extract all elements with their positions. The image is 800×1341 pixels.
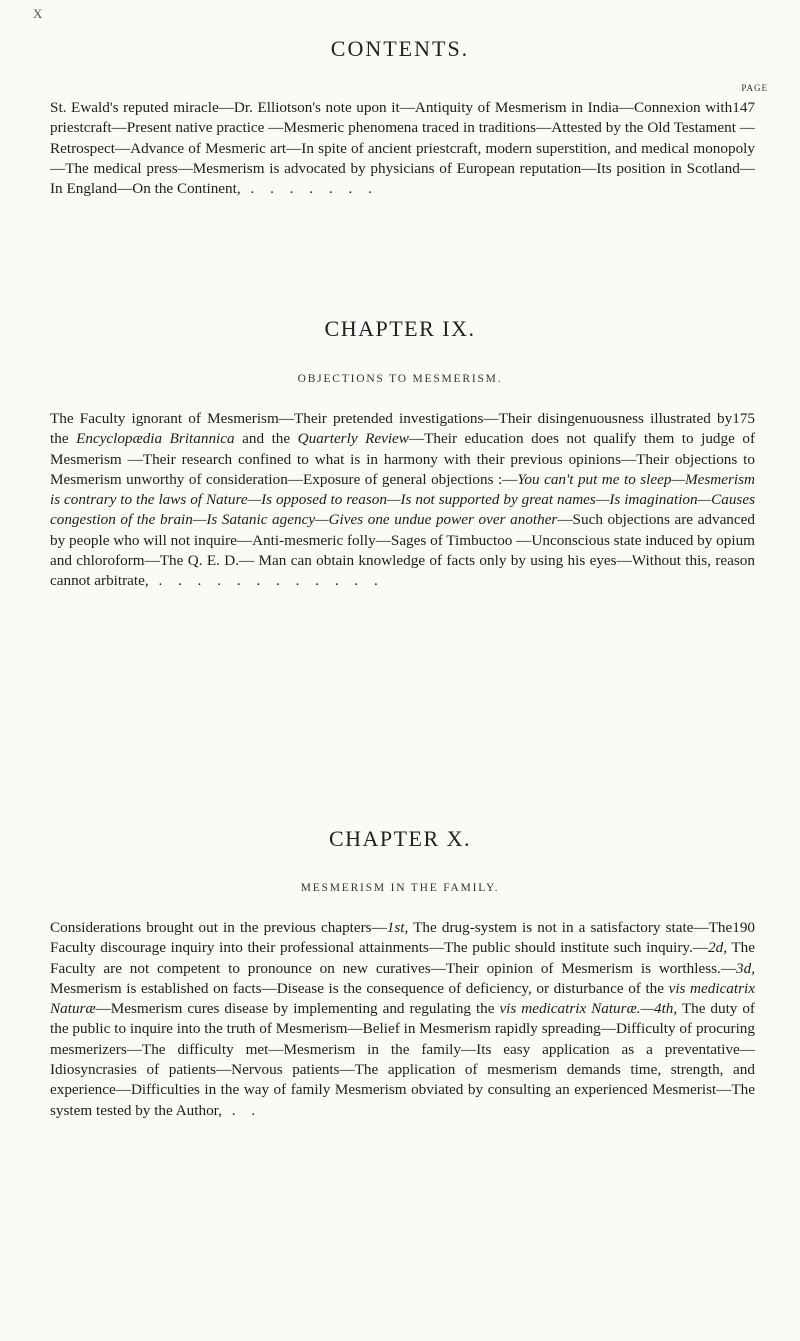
dot-leader: . . . . . . . [240, 180, 378, 198]
entry-text: The duty of the public to inquire into the truth of Mesmerism—Belief in Mesmerism rapidly spreading—Difficulty of procuring mesmerizers—The difficulty met—Mesmerism in the family—Its easy application as a preventative—Idiosyncrasies of patients—Nervous patients—The application of mesmerism demands time, strength, and experience—Difficulties in the way of family Mesmerism obviated by consulting an experienced Mesmerist—The system tested by the Author, [50, 1000, 755, 1119]
italic-text: 2d, [708, 939, 727, 957]
italic-text: vis medicatrix Naturæ.—4th, [499, 1000, 678, 1018]
italic-text: vis medicatrix Naturæ [50, 979, 755, 1018]
running-head: CONTENTS. [330, 36, 470, 61]
italic-text: Encyclopædia Britannica [76, 430, 235, 448]
dot-leader: . . . . . . . . . . . . [148, 572, 384, 590]
entry-text: The Faculty are not competent to pronounce on new curatives—Their opinion of Mesmerism is worthless.— [50, 939, 755, 977]
contents-entry-chapter-8 [50, 98, 755, 199]
entry-text: The Faculty ignorant of Mesmerism—Their pretended investigations—Their disingenuousness illustrated by the [50, 410, 733, 448]
entry-text: —Their education does not qualify them to judge of Mesmerism —Their research confined to what is in harmony with their previous opinions—Their objections to Mesmerism unworthy of consideration—Exposure of general objections :— [50, 430, 756, 488]
entry-text: Considerations brought out in the previous chapters— [50, 919, 387, 936]
page-mark: X [33, 6, 43, 21]
italic-text: 1st, [386, 919, 409, 936]
italic-text: You can't put me to sleep—Mesmerism is contrary to the laws of Nature—Is opposed to reason—Is not supported by great names—Is imagination—Causes congestion of the brain—Is Satanic agency—Gives one undue power over another [50, 470, 755, 529]
dot-leader: . . [221, 1101, 262, 1119]
page-number: 190 [732, 919, 755, 936]
entry-text: —Such objections are advanced by people who will not inquire—Anti-mesmeric folly—Sages of Timbuctoo —Unconscious state induced by opium and chloroform—The Q. E. D.— Man can obtain knowledge of facts only by using his eyes—Without this, reason cannot arbitrate, [50, 511, 755, 590]
chapter-9-subtitle: OBJECTIONS TO MESMERISM. [297, 373, 503, 385]
entry-text: —Mesmerism cures disease by implementing and regulating the [95, 1000, 500, 1018]
contents-entry-chapter-9 [50, 409, 755, 592]
chapter-10-subtitle: MESMERISM IN THE FAMILY. [300, 882, 500, 894]
chapter-9-title: CHAPTER IX. [324, 316, 476, 341]
chapter-10-title: CHAPTER X. [328, 826, 472, 851]
italic-text: Quarterly Review [297, 430, 409, 448]
page-number: 175 [732, 410, 755, 427]
entry-text: Mesmerism is established on facts—Disease is the consequence of deficiency, or disturbance of the [50, 979, 669, 997]
entry-text: The drug-system is not in a satisfactory state—The Faculty discourage inquiry into their professional attainments—The public should institute such inquiry.— [50, 919, 733, 957]
contents-entry-chapter-10 [50, 918, 755, 1121]
entry-text: St. Ewald's reputed miracle—Dr. Elliotson's note upon it—Antiquity of Mesmerism in India—Connexion with priestcraft—Present native practice —Mesmeric phenomena traced in traditions—Attested by the Old Testament —Retrospect—Advance of Mesmeric art—In spite of ancient priestcraft, modern superstition, and medical monopoly—The medical press—Mesmerism is advocated by physicians of European reputation—Its position in Scotland—In England—On the Continent, [50, 99, 755, 198]
italic-text: 3d, [736, 959, 755, 977]
page-column-label: PAGE [741, 83, 768, 93]
entry-text: and the [234, 430, 298, 448]
page-number: 147 [732, 99, 755, 116]
